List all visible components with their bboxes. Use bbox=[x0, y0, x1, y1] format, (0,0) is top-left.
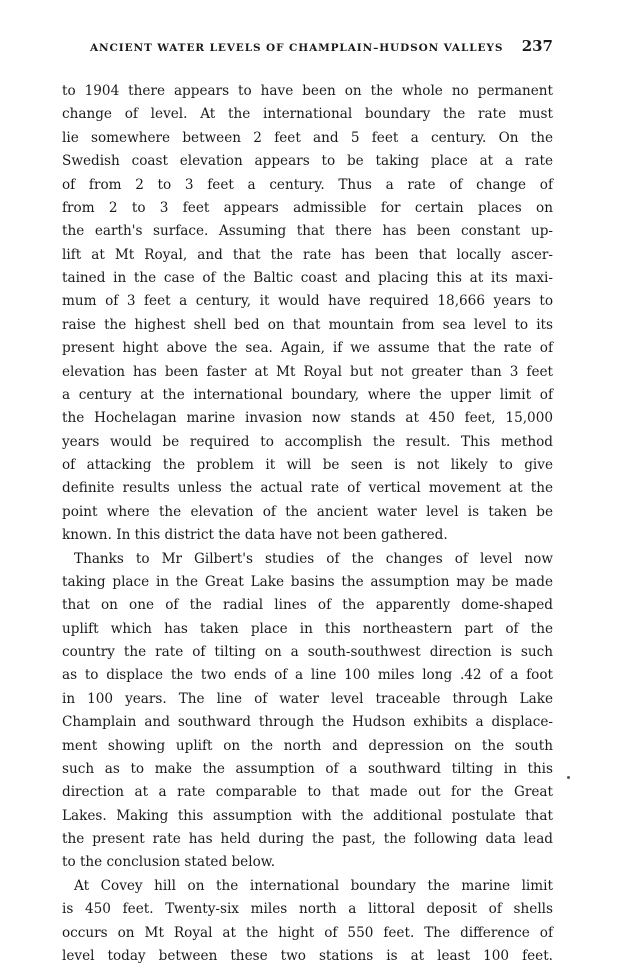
paragraph bbox=[62, 875, 553, 968]
text-line: level today between these two stations is at least 100 feet. bbox=[62, 947, 553, 964]
text-line: to 1904 there appears to have been on the whole no permanent bbox=[62, 83, 553, 99]
running-head bbox=[90, 37, 553, 59]
text-line: raise the highest shell bed on that mountain from sea level to its bbox=[62, 316, 553, 333]
text-line: uplift which has taken place in this northeastern part of the bbox=[62, 620, 553, 637]
text-line: the earth's surface. Assuming that there has been constant up- bbox=[62, 223, 553, 240]
text-line: years would be required to accomplish the result. This method bbox=[62, 433, 553, 450]
text-line: tained in the case of the Baltic coast and placing this at its maxi- bbox=[62, 270, 553, 286]
text-line: lift at Mt Royal, and that the rate has been that locally ascer- bbox=[62, 246, 553, 263]
text-line: definite results unless the actual rate of vertical movement at the bbox=[62, 480, 553, 497]
body-text bbox=[62, 80, 553, 968]
text-line: from 2 to 3 feet appears admissible for certain places on bbox=[62, 199, 553, 216]
text-line: Thanks to Mr Gilbert's studies of the changes of level now bbox=[74, 550, 553, 567]
text-line: to the conclusion stated below. bbox=[62, 854, 276, 871]
text-line: point where the elevation of the ancient water level is taken be bbox=[62, 503, 553, 520]
text-line: of attacking the problem it will be seen is not likely to give bbox=[62, 457, 553, 473]
paragraph bbox=[62, 80, 553, 548]
text-line: of from 2 to 3 feet a century. Thus a rate of change of bbox=[62, 176, 553, 193]
text-line: in 100 years. The line of water level traceable through Lake bbox=[62, 690, 553, 707]
text-line: that on one of the radial lines of the apparently dome-shaped bbox=[62, 597, 553, 614]
text-line: country the rate of tilting on a south-southwest direction is such bbox=[62, 644, 553, 660]
text-line: At Covey hill on the international boundary the marine limit bbox=[74, 877, 553, 894]
running-title: ANCIENT WATER LEVELS OF CHAMPLAIN–HUDSON VALLEYS bbox=[90, 42, 504, 54]
text-line: lie somewhere between 2 feet and 5 feet a century. On the bbox=[62, 129, 553, 146]
text-line: present hight above the sea. Again, if we assume that the rate of bbox=[62, 340, 553, 357]
text-line: Swedish coast elevation appears to be taking place at a rate bbox=[62, 153, 553, 170]
text-line: is 450 feet. Twenty-six miles north a littoral deposit of shells bbox=[62, 901, 553, 918]
text-line: mum of 3 feet a century, it would have required 18,666 years to bbox=[62, 293, 553, 310]
text-line: such as to make the assumption of a southward tilting in this bbox=[62, 760, 553, 777]
paragraph bbox=[62, 548, 553, 875]
text-line: direction at a rate comparable to that made out for the Great bbox=[62, 784, 553, 801]
page-number: 237 bbox=[521, 37, 553, 55]
text-line: change of level. At the international boundary the rate must bbox=[62, 106, 553, 123]
text-line: as to displace the two ends of a line 100 miles long .42 of a foot bbox=[62, 667, 553, 684]
text-line: occurs on Mt Royal at the hight of 550 feet. The difference of bbox=[62, 924, 553, 941]
text-line: the Hochelagan marine invasion now stands at 450 feet, 15,000 bbox=[62, 410, 553, 427]
text-line: Lakes. Making this assumption with the additional postulate that bbox=[62, 807, 553, 824]
text-line: elevation has been faster at Mt Royal but not greater than 3 feet bbox=[62, 363, 553, 380]
text-line: taking place in the Great Lake basins the assumption may be made bbox=[62, 573, 553, 590]
text-line: known. In this district the data have not been gathered. bbox=[62, 527, 448, 544]
scan-speck bbox=[567, 776, 570, 779]
text-line: the present rate has held during the past, the following data lead bbox=[62, 831, 553, 847]
text-line: ment showing uplift on the north and depression on the south bbox=[62, 737, 553, 754]
text-line: a century at the international boundary, where the upper limit of bbox=[62, 386, 553, 403]
text-line: Champlain and southward through the Hudson exhibits a displace- bbox=[62, 714, 553, 731]
